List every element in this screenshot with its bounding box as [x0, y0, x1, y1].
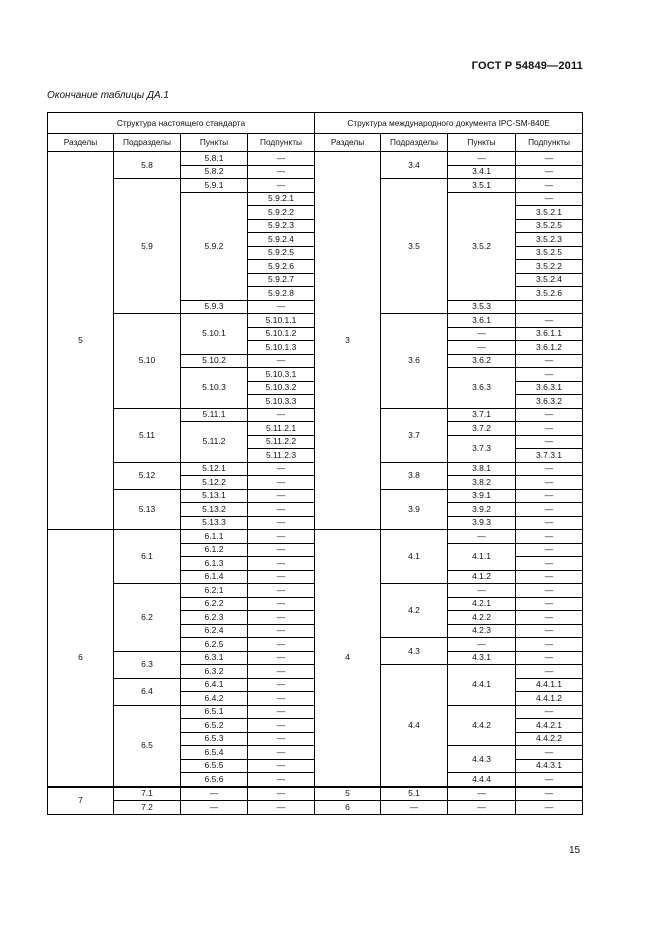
table-cell: 6.5.5: [181, 759, 248, 773]
table-cell: —: [448, 787, 516, 801]
table-cell: 3.9.3: [448, 516, 516, 530]
table-cell: 6.2.4: [181, 624, 248, 638]
table-cell: —: [381, 801, 448, 815]
table-cell: 5.12.1: [181, 462, 248, 476]
table-group-header-row: [48, 113, 583, 134]
table-cell: 3.9.2: [448, 503, 516, 517]
table-cell: —: [516, 354, 583, 368]
table-cell: 5.10.1.1: [248, 314, 315, 328]
table-cell: 4.4.1.1: [516, 678, 583, 692]
table-cell: 6.5: [114, 705, 181, 787]
table-cell: 3.6.1.2: [516, 341, 583, 355]
table-cell: 5.9: [114, 179, 181, 314]
table-cell: 5.9.2.8: [248, 287, 315, 301]
table-cell: 5.9.2.7: [248, 273, 315, 287]
table-cell: 3.5.2.3: [516, 233, 583, 247]
table-cell: —: [516, 651, 583, 665]
table-cell: 6.1: [114, 530, 181, 584]
table-cell: 3.7.1: [448, 408, 516, 422]
table-cell: 5.13.1: [181, 489, 248, 503]
table-cell: 4.2.3: [448, 624, 516, 638]
table-cell: [516, 300, 583, 314]
column-header: Подпункты: [248, 134, 315, 152]
table-cell: 5.10.1: [181, 314, 248, 355]
table-cell: —: [248, 732, 315, 746]
table-cell: 6.4.2: [181, 692, 248, 706]
table-cell: 3.5.2.6: [516, 287, 583, 301]
table-cell: 4.4: [381, 665, 448, 787]
table-cell: —: [516, 152, 583, 166]
table-cell: 6.2.3: [181, 611, 248, 625]
table-cell: 3.6.3: [448, 368, 516, 409]
table-cell: 5.8.1: [181, 152, 248, 166]
table-cell: —: [181, 801, 248, 815]
table-cell: —: [516, 584, 583, 598]
table-cell: 4.2.2: [448, 611, 516, 625]
table-cell: —: [181, 787, 248, 801]
table-cell: 6.3: [114, 651, 181, 678]
table-cell: 3.6.2: [448, 354, 516, 368]
table-cell: 7.1: [114, 787, 181, 801]
table-cell: 6.1.2: [181, 543, 248, 557]
table-cell: 4.1: [381, 530, 448, 584]
table-cell: 3.6: [381, 314, 448, 409]
column-header: Подпункты: [516, 134, 583, 152]
table-cell: 6.4.1: [181, 678, 248, 692]
table-cell: —: [248, 759, 315, 773]
column-header: Разделы: [315, 134, 381, 152]
table-cell: —: [516, 192, 583, 206]
table-cell: 3.5: [381, 179, 448, 314]
table-cell: 6.5.2: [181, 719, 248, 733]
table-cell: —: [516, 462, 583, 476]
table-cell: —: [248, 476, 315, 490]
table-cell: 3.5.1: [448, 179, 516, 193]
table-cell: —: [516, 435, 583, 449]
table-cell: —: [516, 314, 583, 328]
table-cell: —: [516, 801, 583, 815]
table-cell: 6.5.3: [181, 732, 248, 746]
table-cell: 5.10.1.2: [248, 327, 315, 341]
table-cell: 3.7.2: [448, 422, 516, 436]
table-cell: —: [248, 584, 315, 598]
table-cell: 5.10: [114, 314, 181, 409]
table-cell: 7.2: [114, 801, 181, 815]
table-cell: 6.2.2: [181, 597, 248, 611]
table-cell: 3.4.1: [448, 165, 516, 179]
table-cell: 5.10.1.3: [248, 341, 315, 355]
table-cell: 5.9.2.1: [248, 192, 315, 206]
table-cell: —: [248, 570, 315, 584]
table-cell: 3.7.3.1: [516, 449, 583, 463]
table-cell: 5.11: [114, 408, 181, 462]
table-cell: 3.5.2.4: [516, 273, 583, 287]
table-cell: 4.4.2: [448, 705, 516, 746]
table-cell: —: [248, 801, 315, 815]
table-cell: —: [516, 597, 583, 611]
table-cell: 6: [315, 801, 381, 815]
table-cell: 3.6.3.1: [516, 381, 583, 395]
table-cell: —: [516, 165, 583, 179]
table-column-header-row: [48, 134, 583, 152]
table-cell: 4.3.1: [448, 651, 516, 665]
table-cell: 4.1.2: [448, 570, 516, 584]
table-cell: 3.8: [381, 462, 448, 489]
table-cell: 5.9.2.6: [248, 260, 315, 274]
table-cell: 3.7: [381, 408, 448, 462]
table-cell: —: [516, 773, 583, 787]
table-cell: —: [448, 152, 516, 166]
table-cell: 5.10.3: [181, 368, 248, 409]
table-cell: 3.4: [381, 152, 448, 179]
table-cell: 5.11.1: [181, 408, 248, 422]
table-cell: 5.11.2.1: [248, 422, 315, 436]
table-cell: —: [248, 787, 315, 801]
column-header: Подразделы: [381, 134, 448, 152]
table-cell: —: [248, 462, 315, 476]
table-cell: 5.12.2: [181, 476, 248, 490]
table-cell: 4.4.1.2: [516, 692, 583, 706]
table-cell: 5.9.3: [181, 300, 248, 314]
table-cell: 5.13.2: [181, 503, 248, 517]
table-cell: 5.1: [381, 787, 448, 801]
table-cell: —: [248, 543, 315, 557]
table-cell: —: [516, 611, 583, 625]
table-cell: 5: [315, 787, 381, 801]
table-cell: 4.4.2.2: [516, 732, 583, 746]
table-cell: 3.5.3: [448, 300, 516, 314]
table-cell: 3.5.2.2: [516, 260, 583, 274]
table-cell: 5.11.2.2: [248, 435, 315, 449]
table-cell: —: [248, 692, 315, 706]
table-cell: 7: [48, 787, 114, 815]
table-cell: —: [516, 638, 583, 652]
table-row: [48, 787, 583, 801]
table-cell: —: [516, 408, 583, 422]
table-cell: —: [516, 624, 583, 638]
table-cell: —: [516, 503, 583, 517]
table-cell: —: [516, 570, 583, 584]
table-row: [48, 801, 583, 815]
table-cell: —: [516, 530, 583, 544]
table-cell: 4: [315, 530, 381, 787]
table-cell: —: [248, 300, 315, 314]
table-cell: 3.6.1.1: [516, 327, 583, 341]
table-cell: —: [248, 597, 315, 611]
table-cell: —: [248, 665, 315, 679]
table-cell: 5.9.2.2: [248, 206, 315, 220]
table-cell: 6.5.6: [181, 773, 248, 787]
table-cell: —: [248, 408, 315, 422]
table-cell: 4.2.1: [448, 597, 516, 611]
table-cell: 5: [48, 152, 114, 530]
group-header-right: Структура международного документа IPC-SM-840E: [315, 113, 583, 134]
table-cell: 3.5.2.5: [516, 219, 583, 233]
table-cell: —: [248, 611, 315, 625]
group-header-left: Структура настоящего стандарта: [48, 113, 315, 134]
table-cell: —: [248, 152, 315, 166]
table-cell: 4.4.4: [448, 773, 516, 787]
table-cell: —: [448, 801, 516, 815]
table-cell: 5.9.2.4: [248, 233, 315, 247]
correspondence-table: [47, 112, 583, 815]
table-cell: 5.10.3.1: [248, 368, 315, 382]
table-row: [48, 152, 583, 166]
table-cell: —: [516, 543, 583, 557]
table-cell: 6.2.5: [181, 638, 248, 652]
table-cell: —: [448, 341, 516, 355]
page-number: 15: [569, 845, 581, 856]
table-cell: —: [248, 530, 315, 544]
table-cell: 6.3.2: [181, 665, 248, 679]
table-cell: 4.4.1: [448, 665, 516, 706]
table-cell: —: [516, 489, 583, 503]
table-cell: —: [516, 557, 583, 571]
table-cell: 3.5.2.5: [516, 246, 583, 260]
table-cell: —: [248, 516, 315, 530]
table-cell: 3.8.2: [448, 476, 516, 490]
table-cell: —: [248, 746, 315, 760]
table-cell: 6.1.3: [181, 557, 248, 571]
table-cell: —: [448, 530, 516, 544]
table-cell: —: [248, 773, 315, 787]
table-cell: —: [516, 422, 583, 436]
table-cell: —: [448, 638, 516, 652]
table-cell: 5.9.2: [181, 192, 248, 300]
table-cell: —: [248, 705, 315, 719]
table-cell: 6: [48, 530, 114, 787]
table-cell: 3.6.1: [448, 314, 516, 328]
table-cell: 6.2.1: [181, 584, 248, 598]
table-cell: —: [516, 516, 583, 530]
table-cell: —: [248, 165, 315, 179]
table-cell: 4.4.3.1: [516, 759, 583, 773]
table-cell: —: [248, 638, 315, 652]
table-cell: —: [248, 179, 315, 193]
table-cell: —: [248, 651, 315, 665]
table-cell: —: [516, 476, 583, 490]
table-cell: 6.5.1: [181, 705, 248, 719]
table-cell: —: [516, 665, 583, 679]
table-cell: 3.9.1: [448, 489, 516, 503]
table-cell: —: [516, 179, 583, 193]
table-cell: 6.5.4: [181, 746, 248, 760]
table-cell: —: [448, 327, 516, 341]
table-row: [48, 530, 583, 544]
table-cell: 4.2: [381, 584, 448, 638]
table-cell: 3.6.3.2: [516, 395, 583, 409]
table-cell: 5.13.3: [181, 516, 248, 530]
table-cell: 5.10.3.3: [248, 395, 315, 409]
table-cell: 4.3: [381, 638, 448, 665]
table-cell: 4.4.2.1: [516, 719, 583, 733]
table-cell: 5.8: [114, 152, 181, 179]
table-cell: —: [516, 787, 583, 801]
table-cell: —: [516, 746, 583, 760]
table-cell: 6.1.1: [181, 530, 248, 544]
table-cell: 6.1.4: [181, 570, 248, 584]
table-cell: 5.11.2: [181, 422, 248, 463]
table-cell: 3.7.3: [448, 435, 516, 462]
table-cell: —: [248, 557, 315, 571]
table-cell: —: [248, 624, 315, 638]
table-cell: —: [516, 368, 583, 382]
document-standard-header: ГОСТ Р 54849—2011: [471, 60, 583, 72]
table-cell: —: [516, 705, 583, 719]
table-cell: 5.9.2.3: [248, 219, 315, 233]
table-cell: 6.3.1: [181, 651, 248, 665]
table-cell: 5.8.2: [181, 165, 248, 179]
table-cell: 6.2: [114, 584, 181, 652]
table-cell: 3.5.2.1: [516, 206, 583, 220]
table-cell: 5.10.3.2: [248, 381, 315, 395]
table-cell: —: [248, 489, 315, 503]
table-cell: 3: [315, 152, 381, 530]
column-header: Пункты: [181, 134, 248, 152]
table-cell: —: [448, 584, 516, 598]
table-cell: 5.10.2: [181, 354, 248, 368]
table-cell: —: [248, 678, 315, 692]
table-cell: 5.11.2.3: [248, 449, 315, 463]
table-cell: 5.13: [114, 489, 181, 530]
table-caption: Окончание таблицы ДА.1: [47, 90, 169, 101]
table-cell: 5.12: [114, 462, 181, 489]
table-cell: 3.9: [381, 489, 448, 530]
column-header: Подразделы: [114, 134, 181, 152]
column-header: Разделы: [48, 134, 114, 152]
table-cell: 5.9.2.5: [248, 246, 315, 260]
table-cell: 4.1.1: [448, 543, 516, 570]
table-cell: 3.5.2: [448, 192, 516, 300]
table-cell: —: [248, 354, 315, 368]
table-cell: 4.4.3: [448, 746, 516, 773]
table-cell: —: [248, 719, 315, 733]
table-cell: 5.9.1: [181, 179, 248, 193]
table-cell: —: [248, 503, 315, 517]
table-cell: 6.4: [114, 678, 181, 705]
column-header: Пункты: [448, 134, 516, 152]
table-cell: 3.8.1: [448, 462, 516, 476]
